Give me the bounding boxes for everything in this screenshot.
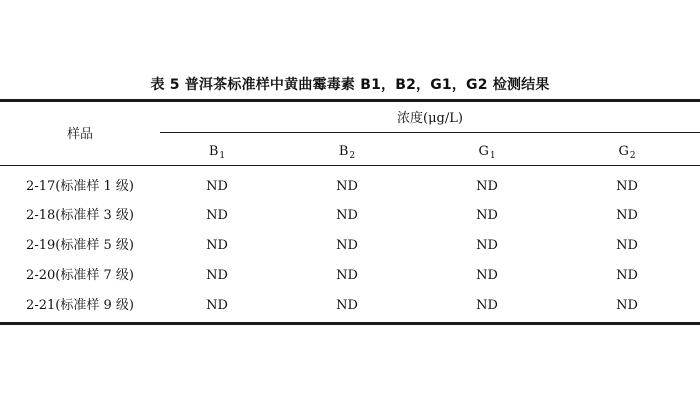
value-cell: ND <box>616 298 638 313</box>
value-cell: ND <box>476 268 498 283</box>
value-cell: ND <box>476 238 498 253</box>
column-header-g1 <box>478 144 495 164</box>
column-header-b2 <box>339 144 355 164</box>
sample-cell: 2-17(标准样 1 级) <box>26 179 134 194</box>
sample-header: 样品 <box>66 127 94 142</box>
value-cell: ND <box>206 208 228 223</box>
value-cell: ND <box>616 179 638 194</box>
column-header-main: G <box>478 144 489 159</box>
column-header-subscript: 1 <box>489 151 496 161</box>
column-header-subscript: 1 <box>219 151 226 161</box>
value-cell: ND <box>616 238 638 253</box>
value-cell: ND <box>336 179 358 194</box>
table-header-rule <box>0 165 700 166</box>
column-header-b1 <box>209 144 225 164</box>
table-bottom-rule <box>0 322 700 325</box>
value-cell: ND <box>476 298 498 313</box>
value-cell: ND <box>206 268 228 283</box>
column-header-main: B <box>338 144 349 159</box>
header-group-rule <box>160 132 700 133</box>
column-header-subscript: 2 <box>629 151 636 161</box>
value-cell: ND <box>616 208 638 223</box>
column-header-g2 <box>618 144 635 164</box>
sample-cell: 2-19(标准样 5 级) <box>26 238 134 253</box>
value-cell: ND <box>206 298 228 313</box>
table-top-rule <box>0 99 700 102</box>
concentration-header: 浓度(μg/L) <box>397 111 463 126</box>
value-cell: ND <box>476 179 498 194</box>
value-cell: ND <box>336 208 358 223</box>
sample-cell: 2-18(标准样 3 级) <box>26 208 134 223</box>
column-header-subscript: 2 <box>349 151 356 161</box>
value-cell: ND <box>206 238 228 253</box>
value-cell: ND <box>206 179 228 194</box>
value-cell: ND <box>336 298 358 313</box>
table-caption: 表 5 普洱茶标准样中黄曲霉毒素 B1，B2，G1，G2 检测结果 <box>150 77 550 93</box>
column-header-main: G <box>618 144 629 159</box>
value-cell: ND <box>476 208 498 223</box>
value-cell: ND <box>616 268 638 283</box>
sample-cell: 2-20(标准样 7 级) <box>26 268 134 283</box>
value-cell: ND <box>336 238 358 253</box>
column-header-main: B <box>208 144 219 159</box>
sample-cell: 2-21(标准样 9 级) <box>26 298 134 313</box>
value-cell: ND <box>336 268 358 283</box>
